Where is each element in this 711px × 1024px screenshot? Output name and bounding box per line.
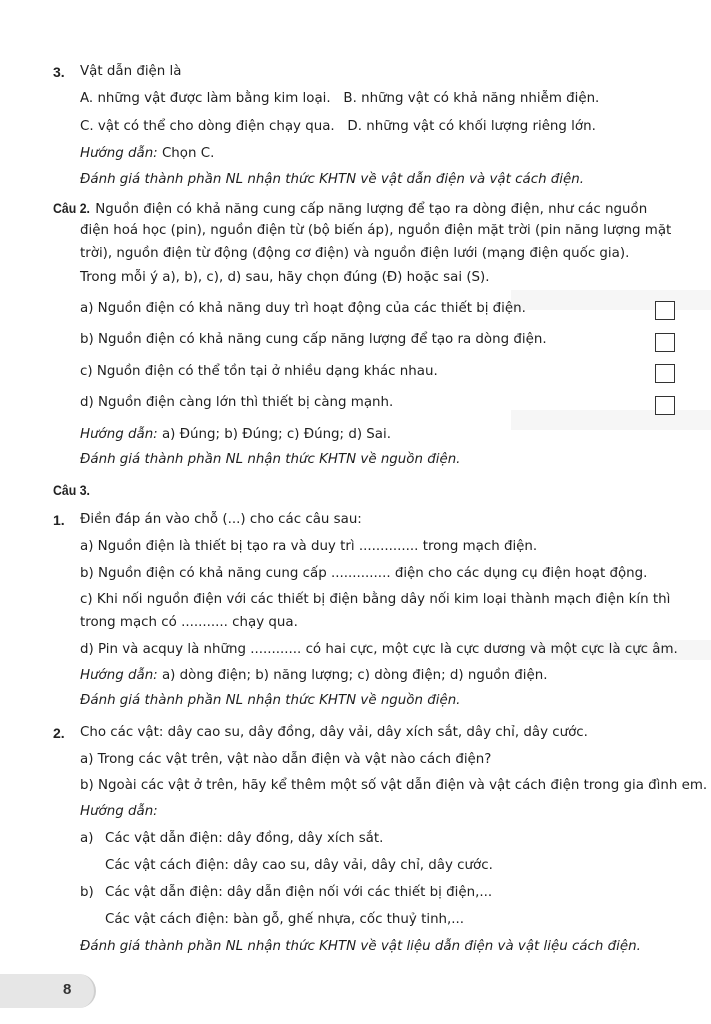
cau2-instruction: Trong mỗi ý a), b), c), d) sau, hãy chọn đúng (Đ) hoặc sai (S). bbox=[80, 270, 490, 285]
question-number: 3. bbox=[53, 64, 65, 80]
cau2-intro-line: trời), nguồn điện từ động (động cơ điện) và nguồn điện lưới (mạng điện quốc gia). bbox=[80, 246, 630, 261]
guide-label: Hướng dẫn: bbox=[80, 146, 158, 161]
statement-a: a) Nguồn điện có khả năng duy trì hoạt động của các thiết bị điện. bbox=[80, 301, 526, 316]
guide-line bbox=[80, 426, 391, 444]
assessment-note: Đánh giá thành phần NL nhận thức KHTN về vật dẫn điện và vật cách điện. bbox=[80, 172, 585, 187]
page-number: 8 bbox=[63, 981, 72, 998]
statement-b: b) Nguồn điện có khả năng cung cấp năng lượng để tạo ra dòng điện. bbox=[80, 332, 547, 347]
guide-line bbox=[80, 667, 547, 685]
part1-stem: Điền đáp án vào chỗ (...) cho các câu sau: bbox=[80, 512, 362, 527]
cau2-intro-line: điện hoá học (pin), nguồn điện từ (bộ biến áp), nguồn điện mặt trời (pin năng lượng mặt bbox=[80, 223, 672, 238]
guide-text: a) dòng điện; b) năng lượng; c) dòng điện; d) nguồn điện. bbox=[157, 668, 548, 683]
answer-a-insulators: Các vật cách điện: dây cao su, dây vải, dây chỉ, dây cước. bbox=[105, 858, 493, 873]
part2-question-a: a) Trong các vật trên, vật nào dẫn điện và vật nào cách điện? bbox=[80, 752, 492, 767]
answer-options-row: C. vật có thể cho dòng điện chạy qua. D. những vật có khối lượng riêng lớn. bbox=[80, 119, 596, 134]
answer-a-label: a) bbox=[80, 831, 94, 846]
answer-b-label: b) bbox=[80, 885, 94, 900]
assessment-note: Đánh giá thành phần NL nhận thức KHTN về vật liệu dẫn điện và vật liệu cách điện. bbox=[80, 939, 641, 954]
answer-checkbox-c[interactable] bbox=[655, 364, 675, 383]
answer-a-conductors: Các vật dẫn điện: dây đồng, dây xích sắt. bbox=[105, 831, 384, 846]
fill-item-c-cont: trong mạch có ........... chạy qua. bbox=[80, 615, 298, 630]
assessment-note: Đánh giá thành phần NL nhận thức KHTN về nguồn điện. bbox=[80, 693, 461, 708]
page-number-tab bbox=[0, 974, 96, 1008]
part-number: 2. bbox=[53, 725, 65, 741]
fill-item-c: c) Khi nối nguồn điện với các thiết bị điện bằng dây nối kim loại thành mạch điện kín thì bbox=[80, 592, 671, 607]
part2-question-b: b) Ngoài các vật ở trên, hãy kể thêm một số vật dẫn điện và vật cách điện trong gia đình em. bbox=[80, 778, 708, 793]
assessment-note: Đánh giá thành phần NL nhận thức KHTN về nguồn điện. bbox=[80, 452, 461, 467]
question-stem: Vật dẫn điện là bbox=[80, 64, 182, 79]
guide-text: Chọn C. bbox=[157, 146, 215, 161]
guide-text: a) Đúng; b) Đúng; c) Đúng; d) Sai. bbox=[157, 427, 391, 442]
guide-label: Hướng dẫn: bbox=[80, 427, 158, 442]
guide-label: Hướng dẫn: bbox=[80, 804, 158, 819]
cau2-intro-text: Nguồn điện có khả năng cung cấp năng lượng để tạo ra dòng điện, như các nguồn bbox=[91, 202, 648, 217]
answer-b-conductors: Các vật dẫn điện: dây dẫn điện nối với các thiết bị điện,... bbox=[105, 885, 493, 900]
fill-item-b: b) Nguồn điện có khả năng cung cấp .............. điện cho các dụng cụ điện hoạt động. bbox=[80, 566, 648, 581]
answer-checkbox-d[interactable] bbox=[655, 396, 675, 415]
guide-label: Hướng dẫn: bbox=[80, 668, 158, 683]
answer-checkbox-b[interactable] bbox=[655, 333, 675, 352]
part2-stem: Cho các vật: dây cao su, dây đồng, dây vải, dây xích sắt, dây chỉ, dây cước. bbox=[80, 725, 588, 740]
answer-b-insulators: Các vật cách điện: bàn gỗ, ghế nhựa, cốc thuỷ tinh,... bbox=[105, 912, 465, 927]
fill-item-d: d) Pin và acquy là những ............ có hai cực, một cực là cực dương và một cực là cực âm. bbox=[80, 642, 678, 657]
cau2-heading: Câu 2. bbox=[53, 200, 90, 216]
answer-checkbox-a[interactable] bbox=[655, 301, 675, 320]
statement-c: c) Nguồn điện có thể tồn tại ở nhiều dạng khác nhau. bbox=[80, 364, 438, 379]
cau3-heading: Câu 3. bbox=[53, 482, 90, 498]
part-number: 1. bbox=[53, 512, 65, 528]
statement-d: d) Nguồn điện càng lớn thì thiết bị càng mạnh. bbox=[80, 395, 394, 410]
cau2-intro-line bbox=[53, 199, 647, 219]
fill-item-a: a) Nguồn điện là thiết bị tạo ra và duy trì .............. trong mạch điện. bbox=[80, 539, 538, 554]
guide-line bbox=[80, 145, 214, 163]
answer-options-row: A. những vật được làm bằng kim loại. B. những vật có khả năng nhiễm điện. bbox=[80, 91, 600, 106]
